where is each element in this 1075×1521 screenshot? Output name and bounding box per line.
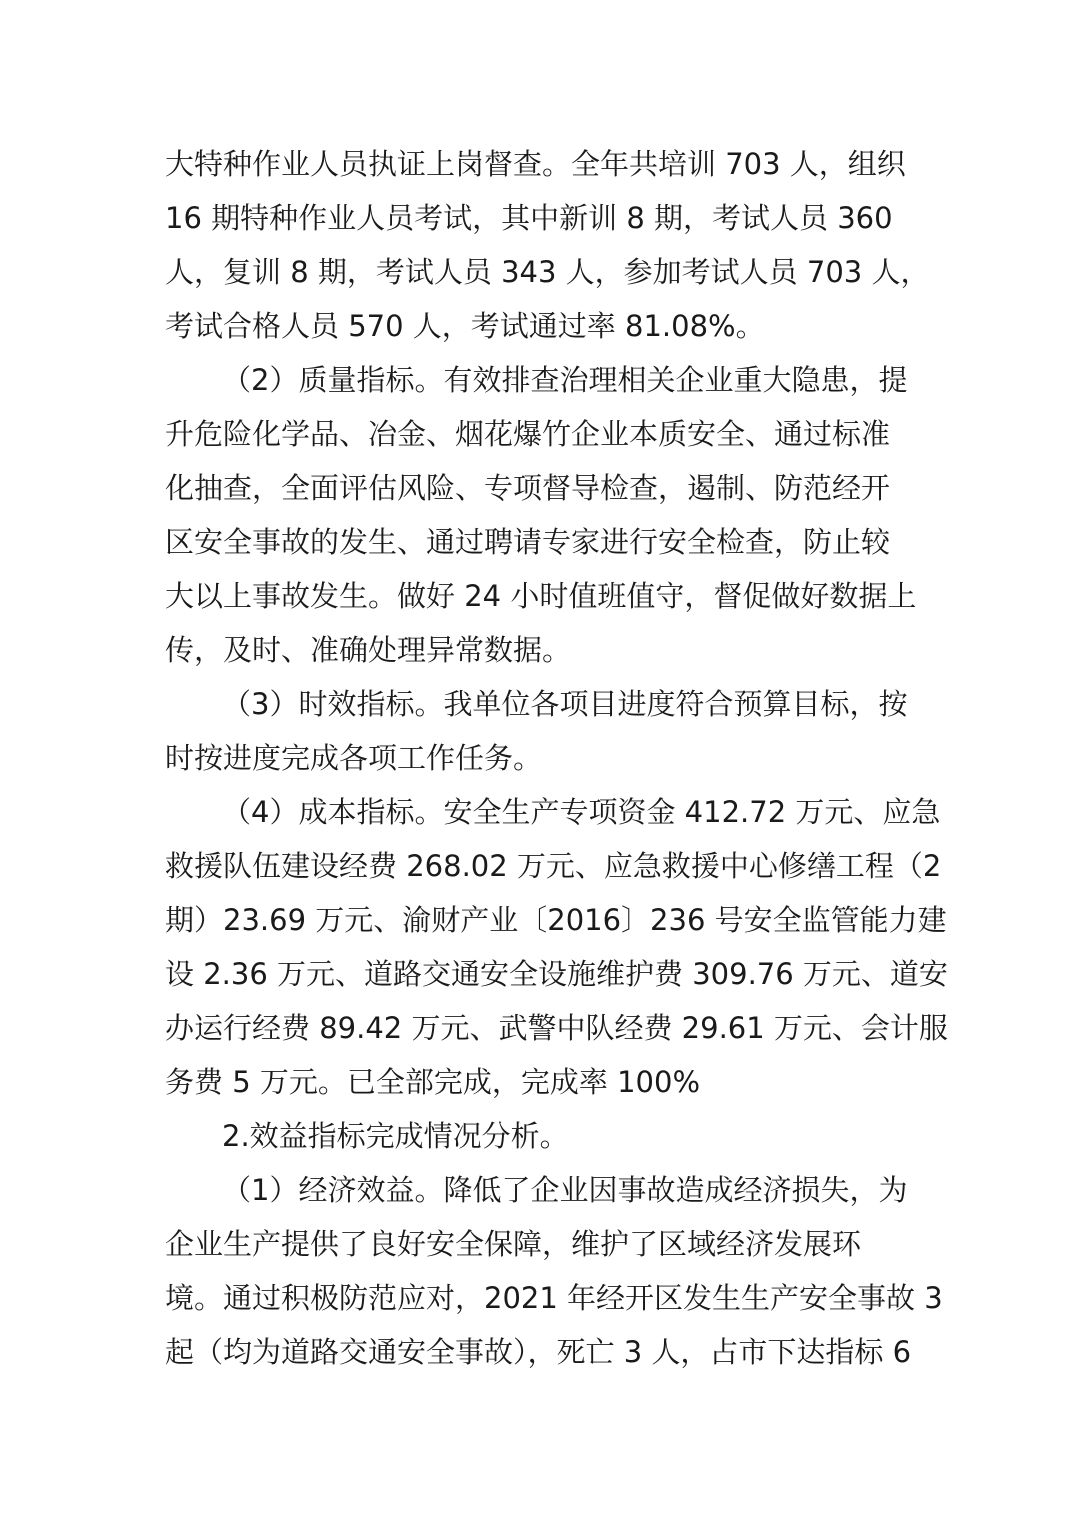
text-line: 人，复训 8 期，考试人员 343 人，参加考试人员 703 人， <box>165 255 930 289</box>
text-line: 16 期特种作业人员考试，其中新训 8 期，考试人员 360 <box>165 201 893 235</box>
text-line: 务费 5 万元。已全部完成，完成率 100% <box>165 1065 701 1099</box>
text-line: 大以上事故发生。做好 24 小时值班值守，督促做好数据上 <box>165 579 917 613</box>
text-line: 考试合格人员 570 人，考试通过率 81.08%。 <box>165 309 765 343</box>
section-heading: 2.效益指标完成情况分析。 <box>222 1119 569 1153</box>
text-line: （2）质量指标。有效排查治理相关企业重大隐患，提 <box>222 363 908 397</box>
text-line: 化抽查，全面评估风险、专项督导检查，遏制、防范经开 <box>165 471 891 505</box>
text-line: 救援队伍建设经费 268.02 万元、应急救援中心修缮工程（2 <box>165 849 942 883</box>
text-line: 办运行经费 89.42 万元、武警中队经费 29.61 万元、会计服 <box>165 1011 948 1045</box>
text-line: 期）23.69 万元、渝财产业〔2016〕236 号安全监管能力建 <box>165 903 947 937</box>
text-line: 境。通过积极防范应对，2021 年经开区发生生产安全事故 3 <box>165 1281 943 1315</box>
text-line: 企业生产提供了良好安全保障，维护了区域经济发展环 <box>165 1227 862 1261</box>
text-line: 设 2.36 万元、道路交通安全设施维护费 309.76 万元、道安 <box>165 957 948 991</box>
text-line: （1）经济效益。降低了企业因事故造成经济损失，为 <box>222 1173 908 1207</box>
text-line: 升危险化学品、冶金、烟花爆竹企业本质安全、通过标准 <box>165 417 891 451</box>
text-line: （4）成本指标。安全生产专项资金 412.72 万元、应急 <box>222 795 941 829</box>
text-line: 区安全事故的发生、通过聘请专家进行安全检查，防止较 <box>165 525 891 559</box>
text-line: 时按进度完成各项工作任务。 <box>165 741 543 775</box>
text-line: 传，及时、准确处理异常数据。 <box>165 633 572 667</box>
text-line: 大特种作业人员执证上岗督查。全年共培训 703 人，组织 <box>165 147 906 181</box>
text-line: （3）时效指标。我单位各项目进度符合预算目标，按 <box>222 687 908 721</box>
text-line: 起（均为道路交通安全事故），死亡 3 人，占市下达指标 6 <box>165 1335 912 1369</box>
